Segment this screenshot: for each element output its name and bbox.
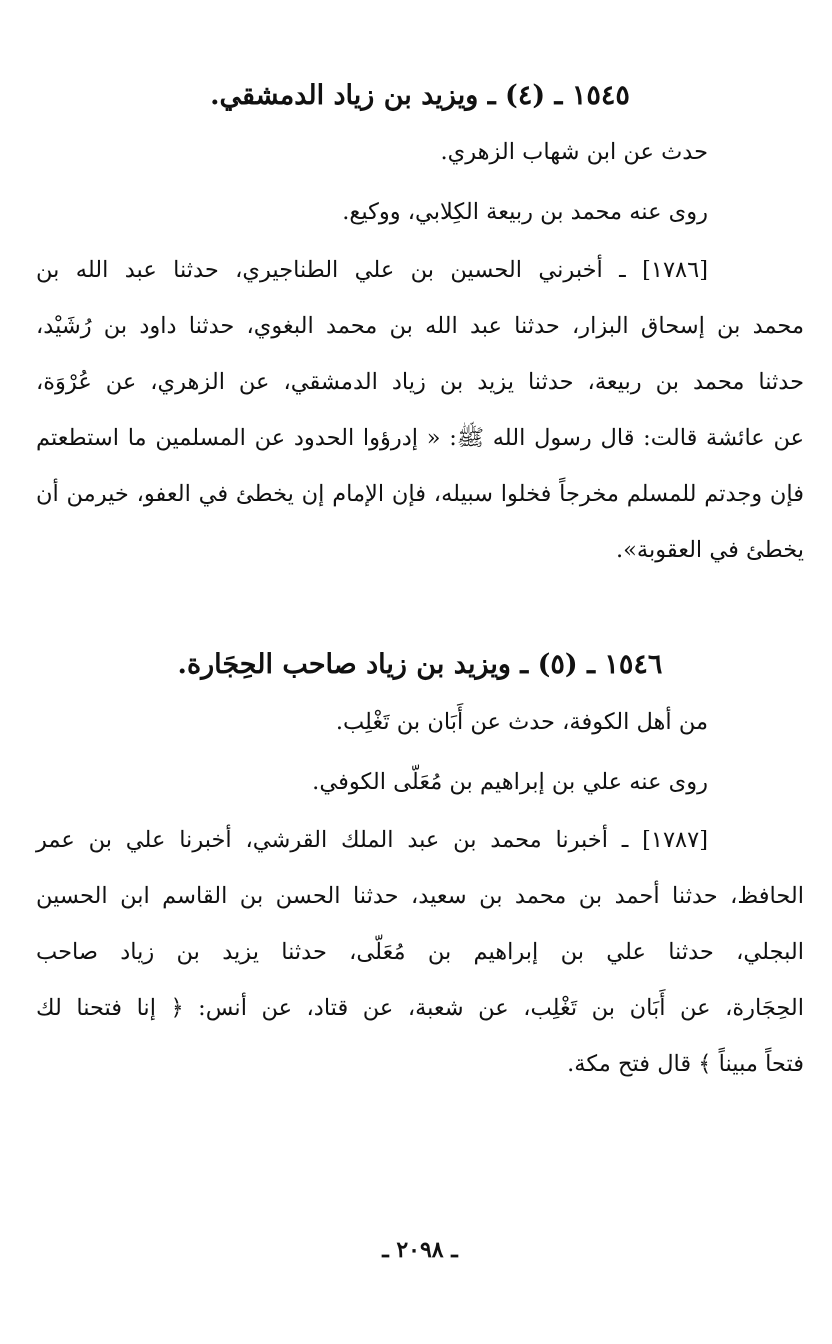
bio-line: روى عنه علي بن إبراهيم بن مُعَلّى الكوفي. [312,769,708,795]
bio-line: روى عنه محمد بن ربيعة الكِلابي، ووكيع. [342,199,708,225]
hadith-line: [١٧٨٧] ـ أخبرنا محمد بن عبد الملك القرشي، أخبرنا علي بن عمر [36,827,708,853]
hadith-line: [١٧٨٦] ـ أخبرني الحسين بن علي الطناجيري، حدثنا عبد الله بن [36,257,708,283]
bio-line: من أهل الكوفة، حدث عن أَبَان بن تَغْلِب. [335,709,708,735]
page-number: ـ ٢٠٩٨ ـ [382,1237,458,1263]
hadith-line: البجلي، حدثنا علي بن إبراهيم بن مُعَلّى، حدثنا يزيد بن زياد صاحب [36,939,804,965]
hadith-line: عن عائشة قالت: قال رسول الله ﷺ: « إدرؤوا الحدود عن المسلمين ما استطعتم [36,425,804,451]
entry-title-1546: ١٥٤٦ ـ (٥) ـ ويزيد بن زياد صاحب الحِجَارة. [177,649,663,680]
hadith-line: محمد بن إسحاق البزار، حدثنا عبد الله بن محمد البغوي، حدثنا داود بن رُشَيْد، [36,313,804,339]
hadith-line: يخطئ في العقوبة». [615,537,804,563]
book-page [36,0,804,1344]
hadith-line: فإن وجدتم للمسلم مخرجاً فخلوا سبيله، فإن الإمام إن يخطئ في العفو، خيرمن أن [36,481,804,507]
hadith-line: الحِجَارة، عن أَبَان بن تَغْلِب، عن شعبة، عن قتاد، عن أنس: ﴿ إنا فتحنا لك [36,995,804,1021]
bio-line: حدث عن ابن شهاب الزهري. [440,139,708,165]
hadith-line: الحافظ، حدثنا أحمد بن محمد بن سعيد، حدثنا الحسن بن القاسم ابن الحسين [36,883,804,909]
hadith-line: حدثنا محمد بن ربيعة، حدثنا يزيد بن زياد الدمشقي، عن الزهري، عن عُرْوَة، [36,369,804,395]
hadith-line: فتحاً مبيناً ﴾ قال فتح مكة. [567,1051,804,1077]
entry-title-1545: ١٥٤٥ ـ (٤) ـ ويزيد بن زياد الدمشقي. [210,80,630,111]
